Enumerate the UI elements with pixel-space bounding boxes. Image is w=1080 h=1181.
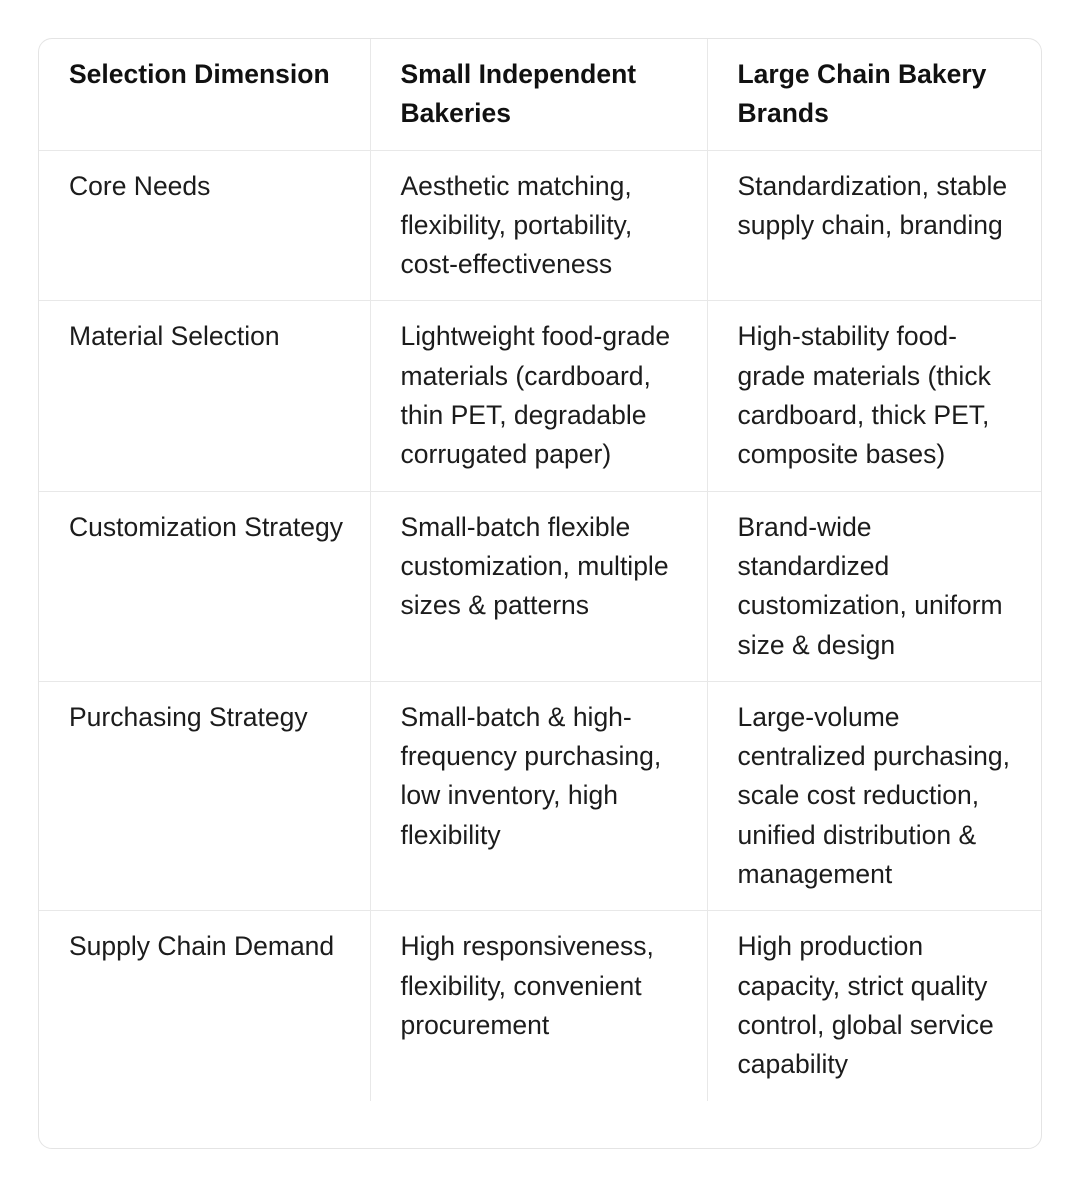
large-chain-cell: High-stability food-grade materials (thick cardboard, thick PET, composite bases) — [707, 301, 1042, 491]
large-chain-cell: Large-volume centralized purchasing, scale cost reduction, unified distribution & management — [707, 681, 1042, 910]
table-header — [39, 39, 1042, 150]
row-dimension-cell: Supply Chain Demand — [69, 931, 335, 962]
header-row — [39, 39, 1042, 150]
row-dimension-cell: Material Selection — [39, 301, 370, 491]
small-bakeries-cell: Small-batch flexible customization, multiple sizes & patterns — [370, 491, 707, 681]
table-row — [39, 491, 1042, 681]
small-bakeries-cell: High responsiveness, flexibility, convenient procurement — [370, 911, 707, 1101]
row-dimension-cell: Core Needs — [39, 150, 370, 301]
comparison-table — [39, 39, 1042, 1101]
large-chain-cell: Brand-wide standardized customization, uniform size & design — [707, 491, 1042, 681]
small-bakeries-cell: Small-batch & high-frequency purchasing, low inventory, high flexibility — [370, 681, 707, 910]
table-body — [39, 150, 1042, 1100]
large-chain-cell: Standardization, stable supply chain, branding — [707, 150, 1042, 301]
table-row — [39, 911, 1042, 1101]
header-selection-dimension: Selection Dimension — [39, 39, 370, 150]
row-dimension-cell: Customization Strategy — [39, 491, 370, 681]
small-bakeries-cell: Aesthetic matching, flexibility, portability, cost-effectiveness — [370, 150, 707, 301]
large-chain-cell: High production capacity, strict quality control, global service capability — [707, 911, 1042, 1101]
row-dimension-cell: Purchasing Strategy — [39, 681, 370, 910]
comparison-table-card — [38, 38, 1042, 1149]
small-bakeries-cell: Lightweight food-grade materials (cardboard, thin PET, degradable corrugated paper) — [370, 301, 707, 491]
table-row — [39, 150, 1042, 301]
table-row — [39, 681, 1042, 910]
header-large-chain-bakery-brands: Large Chain Bakery Brands — [707, 39, 1042, 150]
header-small-independent-bakeries: Small Independent Bakeries — [370, 39, 707, 150]
table-row — [39, 301, 1042, 491]
